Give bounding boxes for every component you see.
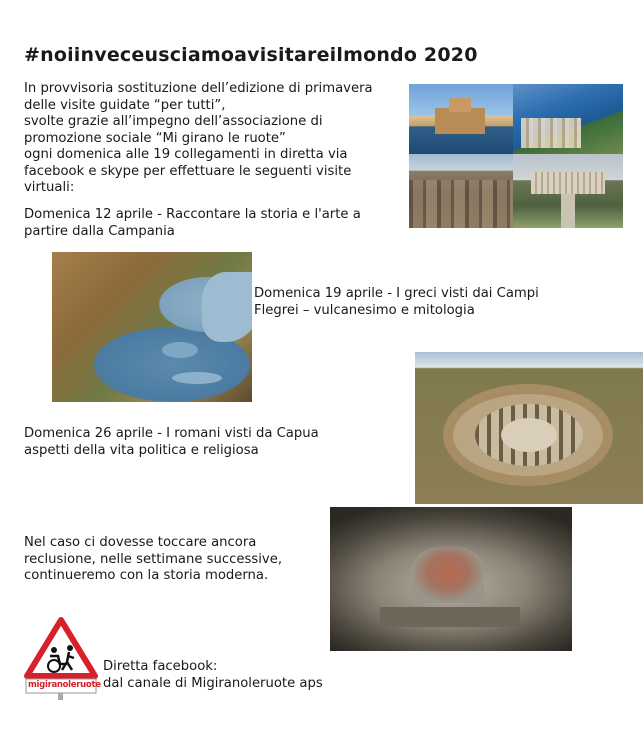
visit-3-text xyxy=(24,426,319,459)
campi-flegrei-aerial-image xyxy=(52,252,252,402)
pompeii-ruins-photo xyxy=(409,154,513,228)
visit-1-line: Domenica 12 aprile - Raccontare la storia e l'arte a xyxy=(24,207,361,222)
visit-3-line: Domenica 26 aprile - I romani visti da Capua xyxy=(24,426,319,441)
intro-line: facebook e skype per effettuare le seguenti visite xyxy=(24,163,352,179)
outro-line: continueremo con la storia moderna. xyxy=(24,568,269,583)
reggia-caserta-photo xyxy=(513,154,623,228)
intro-line: virtuali: xyxy=(24,180,75,195)
castel-dell-ovo-photo xyxy=(409,84,513,154)
capua-amphitheatre-image xyxy=(415,352,643,504)
mi-girano-le-ruote-logo xyxy=(24,616,101,700)
footer-line: Diretta facebook: xyxy=(103,659,218,674)
outro-line: Nel caso ci dovesse toccare ancora xyxy=(24,535,257,550)
intro-paragraph xyxy=(24,81,373,197)
page-title: #noiinveceusciamoavisitareilmondo 2020 xyxy=(24,44,478,66)
outro-paragraph xyxy=(24,535,282,585)
intro-line: svolte grazie all’impegno dell’associazione di xyxy=(24,114,323,129)
campania-collage-image xyxy=(409,84,623,228)
visit-2-line: Domenica 19 aprile - I greci visti dai Campi xyxy=(254,286,539,301)
intro-line: In provvisoria sostituzione dell’edizione di primavera xyxy=(24,81,373,96)
logo-text: migiranoleruote xyxy=(28,680,101,690)
amalfi-coast-photo xyxy=(513,84,623,154)
outro-line: reclusione, nelle settimane successive, xyxy=(24,551,283,567)
intro-line: ogni domenica alle 19 collegamenti in diretta via xyxy=(24,147,348,162)
footer-line: dal canale di Migiranoleruote aps xyxy=(103,675,323,691)
visit-2-line: Flegrei – vulcanesimo e mitologia xyxy=(254,302,475,318)
mithraeum-interior-image xyxy=(330,507,572,651)
intro-line: promozione sociale “Mi girano le ruote” xyxy=(24,130,286,146)
visit-3-line: aspetti della vita politica e religiosa xyxy=(24,442,259,458)
visit-1-text xyxy=(24,207,361,240)
footer-text xyxy=(103,659,323,692)
visit-1-line: partire dalla Campania xyxy=(24,223,175,239)
intro-line: delle visite guidate “per tutti”, xyxy=(24,97,226,113)
visit-2-text xyxy=(254,286,539,319)
